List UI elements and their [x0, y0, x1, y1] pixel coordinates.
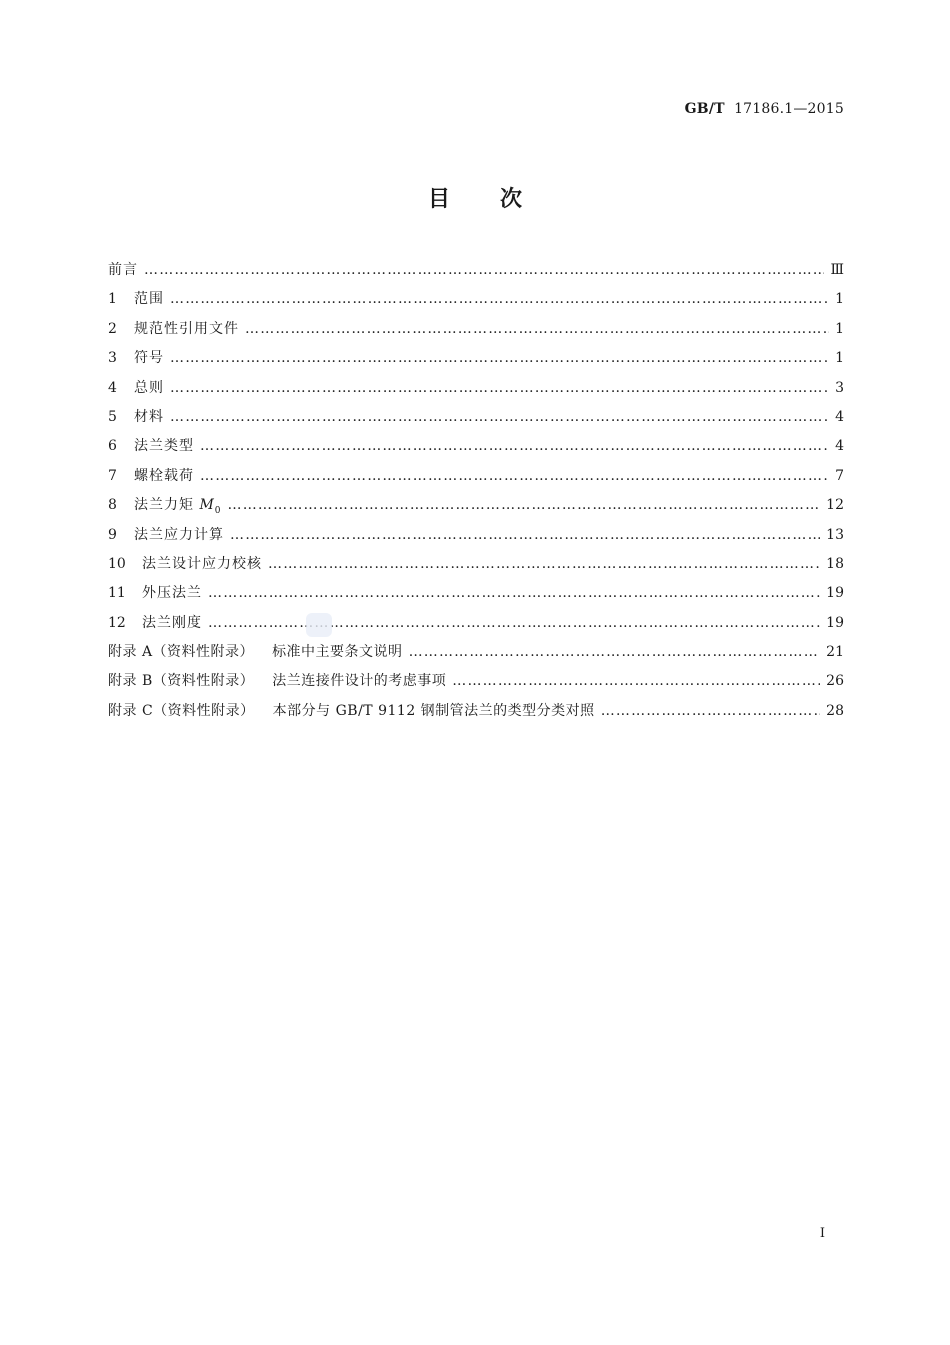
toc-label: 规范性引用文件	[134, 320, 239, 337]
toc-number: 11	[108, 585, 126, 602]
toc-number: 9	[108, 526, 117, 543]
toc-page: 3	[835, 379, 844, 396]
standard-number	[685, 101, 844, 117]
toc-label: 外压法兰	[142, 585, 202, 602]
toc-page: 26	[826, 673, 844, 690]
toc-entry-annex-a[interactable]	[108, 638, 844, 667]
toc-entry-6[interactable]	[108, 432, 844, 461]
toc-entry-2[interactable]	[108, 315, 844, 344]
page-title	[0, 182, 950, 213]
toc-number: 5	[108, 408, 117, 425]
toc-entry-1[interactable]	[108, 285, 844, 314]
page-number: I	[819, 1226, 825, 1241]
moment-subscript: 0	[214, 505, 222, 516]
dot-leader	[245, 315, 829, 344]
toc-number: 7	[108, 467, 117, 484]
toc-page: 21	[826, 644, 844, 661]
toc-label: 范围	[134, 291, 164, 308]
dot-leader	[230, 521, 820, 550]
toc-label: 法兰刚度	[142, 614, 202, 631]
dot-leader	[170, 403, 829, 432]
dot-leader	[170, 374, 829, 403]
dot-leader	[200, 462, 829, 491]
toc-number: 4	[108, 379, 117, 396]
toc-number: 2	[108, 320, 117, 337]
annex-designation: 附录 B（资料性附录）	[108, 673, 255, 690]
toc-entry-3[interactable]	[108, 344, 844, 373]
toc-page: 19	[826, 585, 844, 602]
toc-entry-10[interactable]	[108, 550, 844, 579]
toc-entry-5[interactable]	[108, 403, 844, 432]
dot-leader	[208, 609, 820, 638]
dot-leader	[601, 697, 820, 726]
toc-number: 12	[108, 614, 126, 631]
toc-page: 28	[826, 702, 844, 719]
toc-page: 1	[835, 291, 844, 308]
toc-number: 3	[108, 350, 117, 367]
dot-leader	[144, 256, 824, 285]
toc-number: 6	[108, 438, 117, 455]
toc-entry-annex-b[interactable]	[108, 667, 844, 696]
toc-label: 材料	[134, 408, 164, 425]
toc-label: 法兰连接件设计的考虑事项	[272, 673, 447, 690]
title-char-2: 次	[500, 187, 523, 212]
standard-prefix: GB/T	[684, 101, 725, 117]
toc-number: 10	[108, 555, 126, 572]
toc-page: 7	[835, 467, 844, 484]
toc-entry-9[interactable]	[108, 521, 844, 550]
toc-entry-8[interactable]	[108, 491, 844, 520]
scan-mark	[306, 613, 332, 637]
toc-page: 4	[835, 438, 844, 455]
dot-leader	[228, 491, 821, 520]
toc-label: 前言	[108, 262, 138, 278]
dot-leader	[170, 285, 829, 314]
toc-page: 4	[835, 408, 844, 425]
title-char-1: 目	[427, 187, 450, 212]
dot-leader	[452, 667, 820, 696]
annex-designation: 附录 C（资料性附录）	[108, 702, 255, 719]
toc-page: 12	[826, 497, 844, 514]
moment-symbol: M	[199, 497, 215, 514]
toc-label: 总则	[134, 379, 164, 396]
toc-entry-11[interactable]	[108, 579, 844, 608]
dot-leader	[170, 344, 829, 373]
toc-entry-annex-c[interactable]	[108, 697, 844, 726]
toc-entry-foreword[interactable]	[108, 256, 844, 285]
toc-number: 1	[108, 291, 117, 308]
toc-number: 8	[108, 497, 117, 514]
toc-label: 法兰设计应力校核	[142, 555, 262, 572]
toc-page: 18	[826, 555, 844, 572]
toc-label: 本部分与 GB/T 9112 钢制管法兰的类型分类对照	[272, 702, 595, 719]
dot-leader	[200, 432, 829, 461]
toc-entry-12[interactable]	[108, 609, 844, 638]
annex-designation: 附录 A（资料性附录）	[108, 644, 255, 661]
dot-leader	[268, 550, 820, 579]
toc-label: 法兰类型	[134, 438, 194, 455]
toc-page: 1	[835, 350, 844, 367]
toc-label: 符号	[134, 350, 164, 367]
toc-label: 螺栓载荷	[134, 467, 194, 484]
toc-page: 1	[835, 320, 844, 337]
standard-code: 17186.1—2015	[734, 101, 844, 117]
toc-label: 法兰应力计算	[134, 526, 224, 543]
toc-page: 13	[826, 526, 844, 543]
toc-entry-4[interactable]	[108, 374, 844, 403]
toc-page: Ⅲ	[830, 262, 844, 278]
table-of-contents	[108, 256, 844, 726]
dot-leader	[208, 579, 820, 608]
toc-label-text: 法兰力矩	[134, 497, 194, 514]
toc-page: 19	[826, 614, 844, 631]
toc-label: 标准中主要条文说明	[272, 644, 403, 661]
toc-entry-7[interactable]	[108, 462, 844, 491]
dot-leader	[409, 638, 821, 667]
